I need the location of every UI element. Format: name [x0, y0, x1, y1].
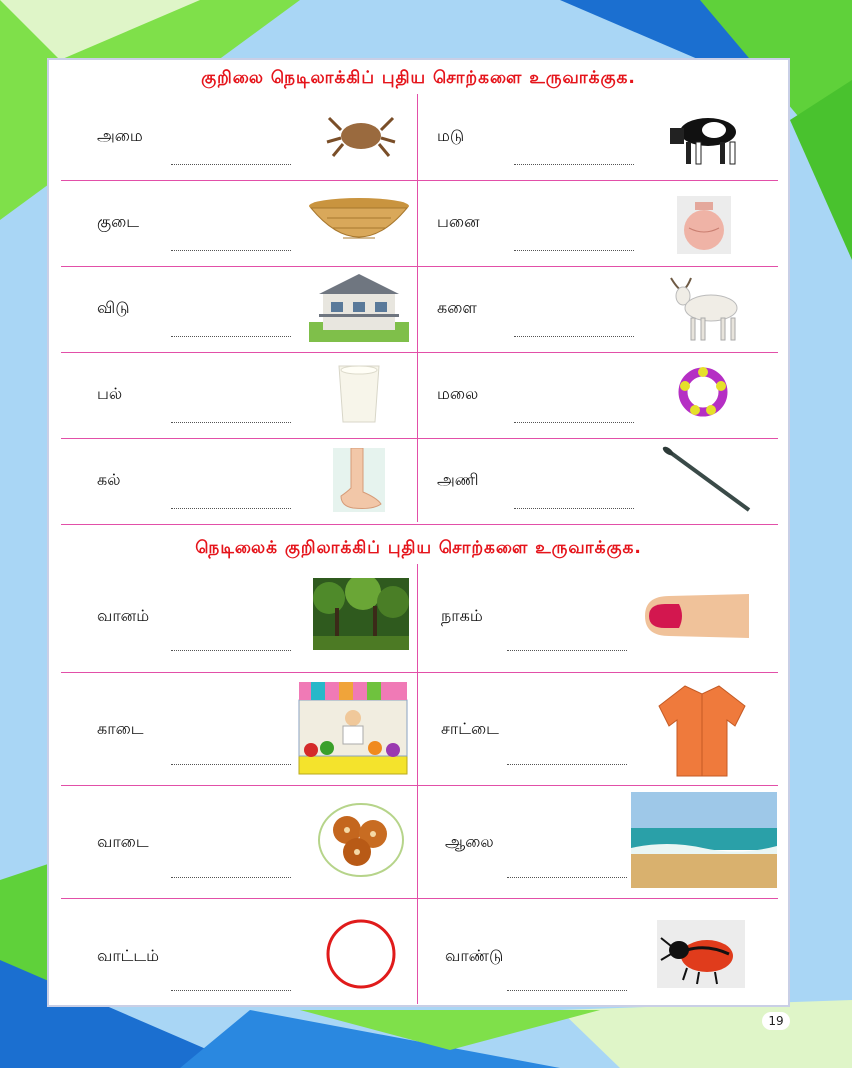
answer-blank[interactable] [171, 422, 291, 423]
answer-blank[interactable] [171, 508, 291, 509]
nail-picture [659, 444, 755, 516]
word-cell: பனை [437, 212, 480, 231]
page-number: 19 [762, 1012, 790, 1030]
section2-title: நெடிலைக் குறிலாக்கிப் புதிய சொற்களை உருவாக்குக. [195, 538, 642, 558]
row-divider [61, 524, 778, 525]
word-cell: சாட்டை [441, 719, 499, 738]
answer-blank[interactable] [514, 336, 634, 337]
answer-blank[interactable] [514, 422, 634, 423]
vegetable-shop-picture [297, 680, 409, 776]
answer-blank[interactable] [171, 250, 291, 251]
flower-garland-picture [675, 364, 731, 420]
answer-blank[interactable] [514, 250, 634, 251]
vada-picture [317, 802, 405, 878]
row-divider [61, 898, 778, 899]
beetle-picture [657, 920, 745, 988]
clay-pot-picture [677, 196, 731, 254]
word-cell: மலை [437, 384, 479, 403]
column-divider [417, 94, 418, 522]
answer-blank[interactable] [171, 764, 291, 765]
circle-picture [325, 918, 397, 990]
word-cell: விடு [97, 298, 130, 317]
word-cell: ஆலை [445, 832, 494, 851]
word-cell: வாண்டு [445, 946, 504, 965]
row-divider [61, 438, 778, 439]
sea-wave-picture [631, 792, 777, 888]
section1-title: குறிலை நெடிலாக்கிப் புதிய சொற்களை உருவாக்குக. [201, 68, 636, 88]
answer-blank[interactable] [171, 164, 291, 165]
word-cell: அணி [437, 470, 479, 489]
basket-picture [307, 196, 411, 252]
glass-of-milk-picture [335, 362, 383, 426]
word-cell: அமை [97, 126, 143, 145]
word-cell: களை [437, 298, 477, 317]
row-divider [61, 266, 778, 267]
shirt-picture [655, 682, 749, 778]
crab-picture [325, 108, 397, 164]
worksheet-page [47, 58, 790, 1007]
word-cell: வாட்டம் [97, 946, 160, 965]
word-cell: வாடை [97, 832, 149, 851]
word-cell: மடு [437, 126, 465, 145]
answer-blank[interactable] [171, 990, 291, 991]
word-cell: வானம் [97, 606, 150, 625]
answer-blank[interactable] [171, 650, 291, 651]
row-divider [61, 785, 778, 786]
answer-blank[interactable] [171, 877, 291, 878]
word-cell: குடை [97, 212, 139, 231]
row-divider [61, 180, 778, 181]
fingernail-picture [645, 592, 749, 640]
answer-blank[interactable] [507, 990, 627, 991]
row-divider [61, 672, 778, 673]
answer-blank[interactable] [507, 650, 627, 651]
bull-picture [667, 274, 741, 344]
word-cell: பல் [97, 384, 123, 403]
forest-picture [313, 578, 409, 650]
word-cell: கல் [97, 470, 121, 489]
column-divider [417, 564, 418, 1004]
house-picture [309, 272, 409, 342]
answer-blank[interactable] [514, 508, 634, 509]
word-cell: நாகம் [441, 606, 483, 625]
foot-picture [333, 448, 385, 512]
word-cell: காடை [97, 719, 144, 738]
answer-blank[interactable] [514, 164, 634, 165]
answer-blank[interactable] [507, 877, 627, 878]
row-divider [61, 352, 778, 353]
cow-picture [666, 110, 742, 166]
answer-blank[interactable] [507, 764, 627, 765]
answer-blank[interactable] [171, 336, 291, 337]
